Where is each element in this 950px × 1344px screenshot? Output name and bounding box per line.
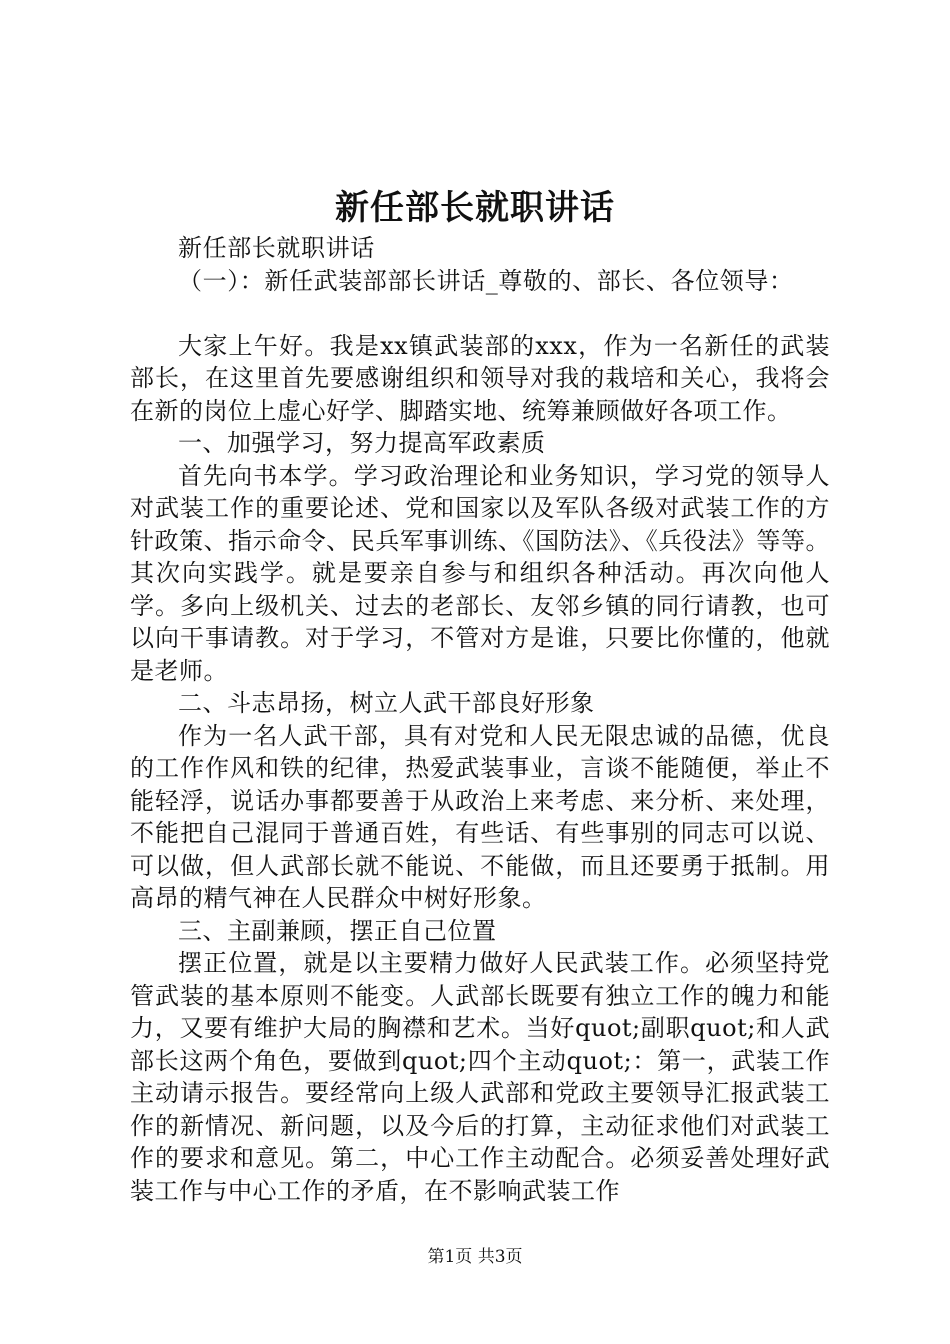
heading-three: 三、主副兼顾，摆正自己位置	[178, 916, 497, 945]
blank-line	[130, 297, 830, 330]
subtitle: 新任部长就职讲话	[178, 234, 375, 262]
paragraph-greeting: 大家上午好。我是xx镇武装部的xxx，作为一名新任的武装部长，在这里首先要感谢组织和领导对我的栽培和关心，我将会在新的岗位上虚心好学、脚踏实地、统筹兼顾做好各项工作。	[130, 331, 830, 425]
heading-two: 二、斗志昂扬，树立人武干部良好形象	[178, 689, 595, 717]
paragraph-image: 作为一名人武干部，具有对党和人民无限忠诚的品德，优良的工作作风和铁的纪律，热爱武装事业，言谈不能随便，举止不能轻浮，说话办事都要善于从政治上来考虑、来分析、来处理，不能把自己混同于普通百姓，有些话、有些事别的同志可以说、可以做，但人武部长就不能说、不能做，而且还要勇于抵制。用高昂的精气神在人民群众中树好形象。	[130, 721, 830, 912]
paragraph-study: 首先向书本学。学习政治理论和业务知识，学习党的领导人对武装工作的重要论述、党和国家以及军队各级对武装工作的方针政策、指示命令、民兵军事训练、《国防法》、《兵役法》等等。其次向实践学。就是要亲自参与和组织各种活动。再次向他人学。多向上级机关、过去的老部长、友邻乡镇的同行请教，也可以向干事请教。对于学习，不管对方是谁，只要比你懂的，他就是老师。	[130, 461, 830, 685]
section-heading: （一）：新任武装部部长讲话_尊敬的、部长、各位领导：	[178, 266, 794, 295]
paragraph-position: 摆正位置，就是以主要精力做好人民武装工作。必须坚持党管武装的基本原则不能变。人武部长既要有独立工作的魄力和能力，又要有维护大局的胸襟和艺术。当好quot;副职quot;和人武部长这两个角色，要做到quot;四个主动quot;：第一，武装工作主动请示报告。要经常向上级人武部和党政主要领导汇报武装工作的新情况、新问题，以及今后的打算，主动征求他们对武装工作的要求和意见。第二，中心工作主动配合。必须妥善处理好武装工作与中心工作的矛盾，在不影响武装工作	[130, 949, 830, 1205]
page-indicator: 第1页 共3页	[427, 1247, 523, 1267]
heading-one: 一、加强学习，努力提高军政素质	[178, 429, 546, 457]
document-body	[130, 232, 830, 1207]
document-title: 新任部长就职讲话	[335, 188, 615, 228]
